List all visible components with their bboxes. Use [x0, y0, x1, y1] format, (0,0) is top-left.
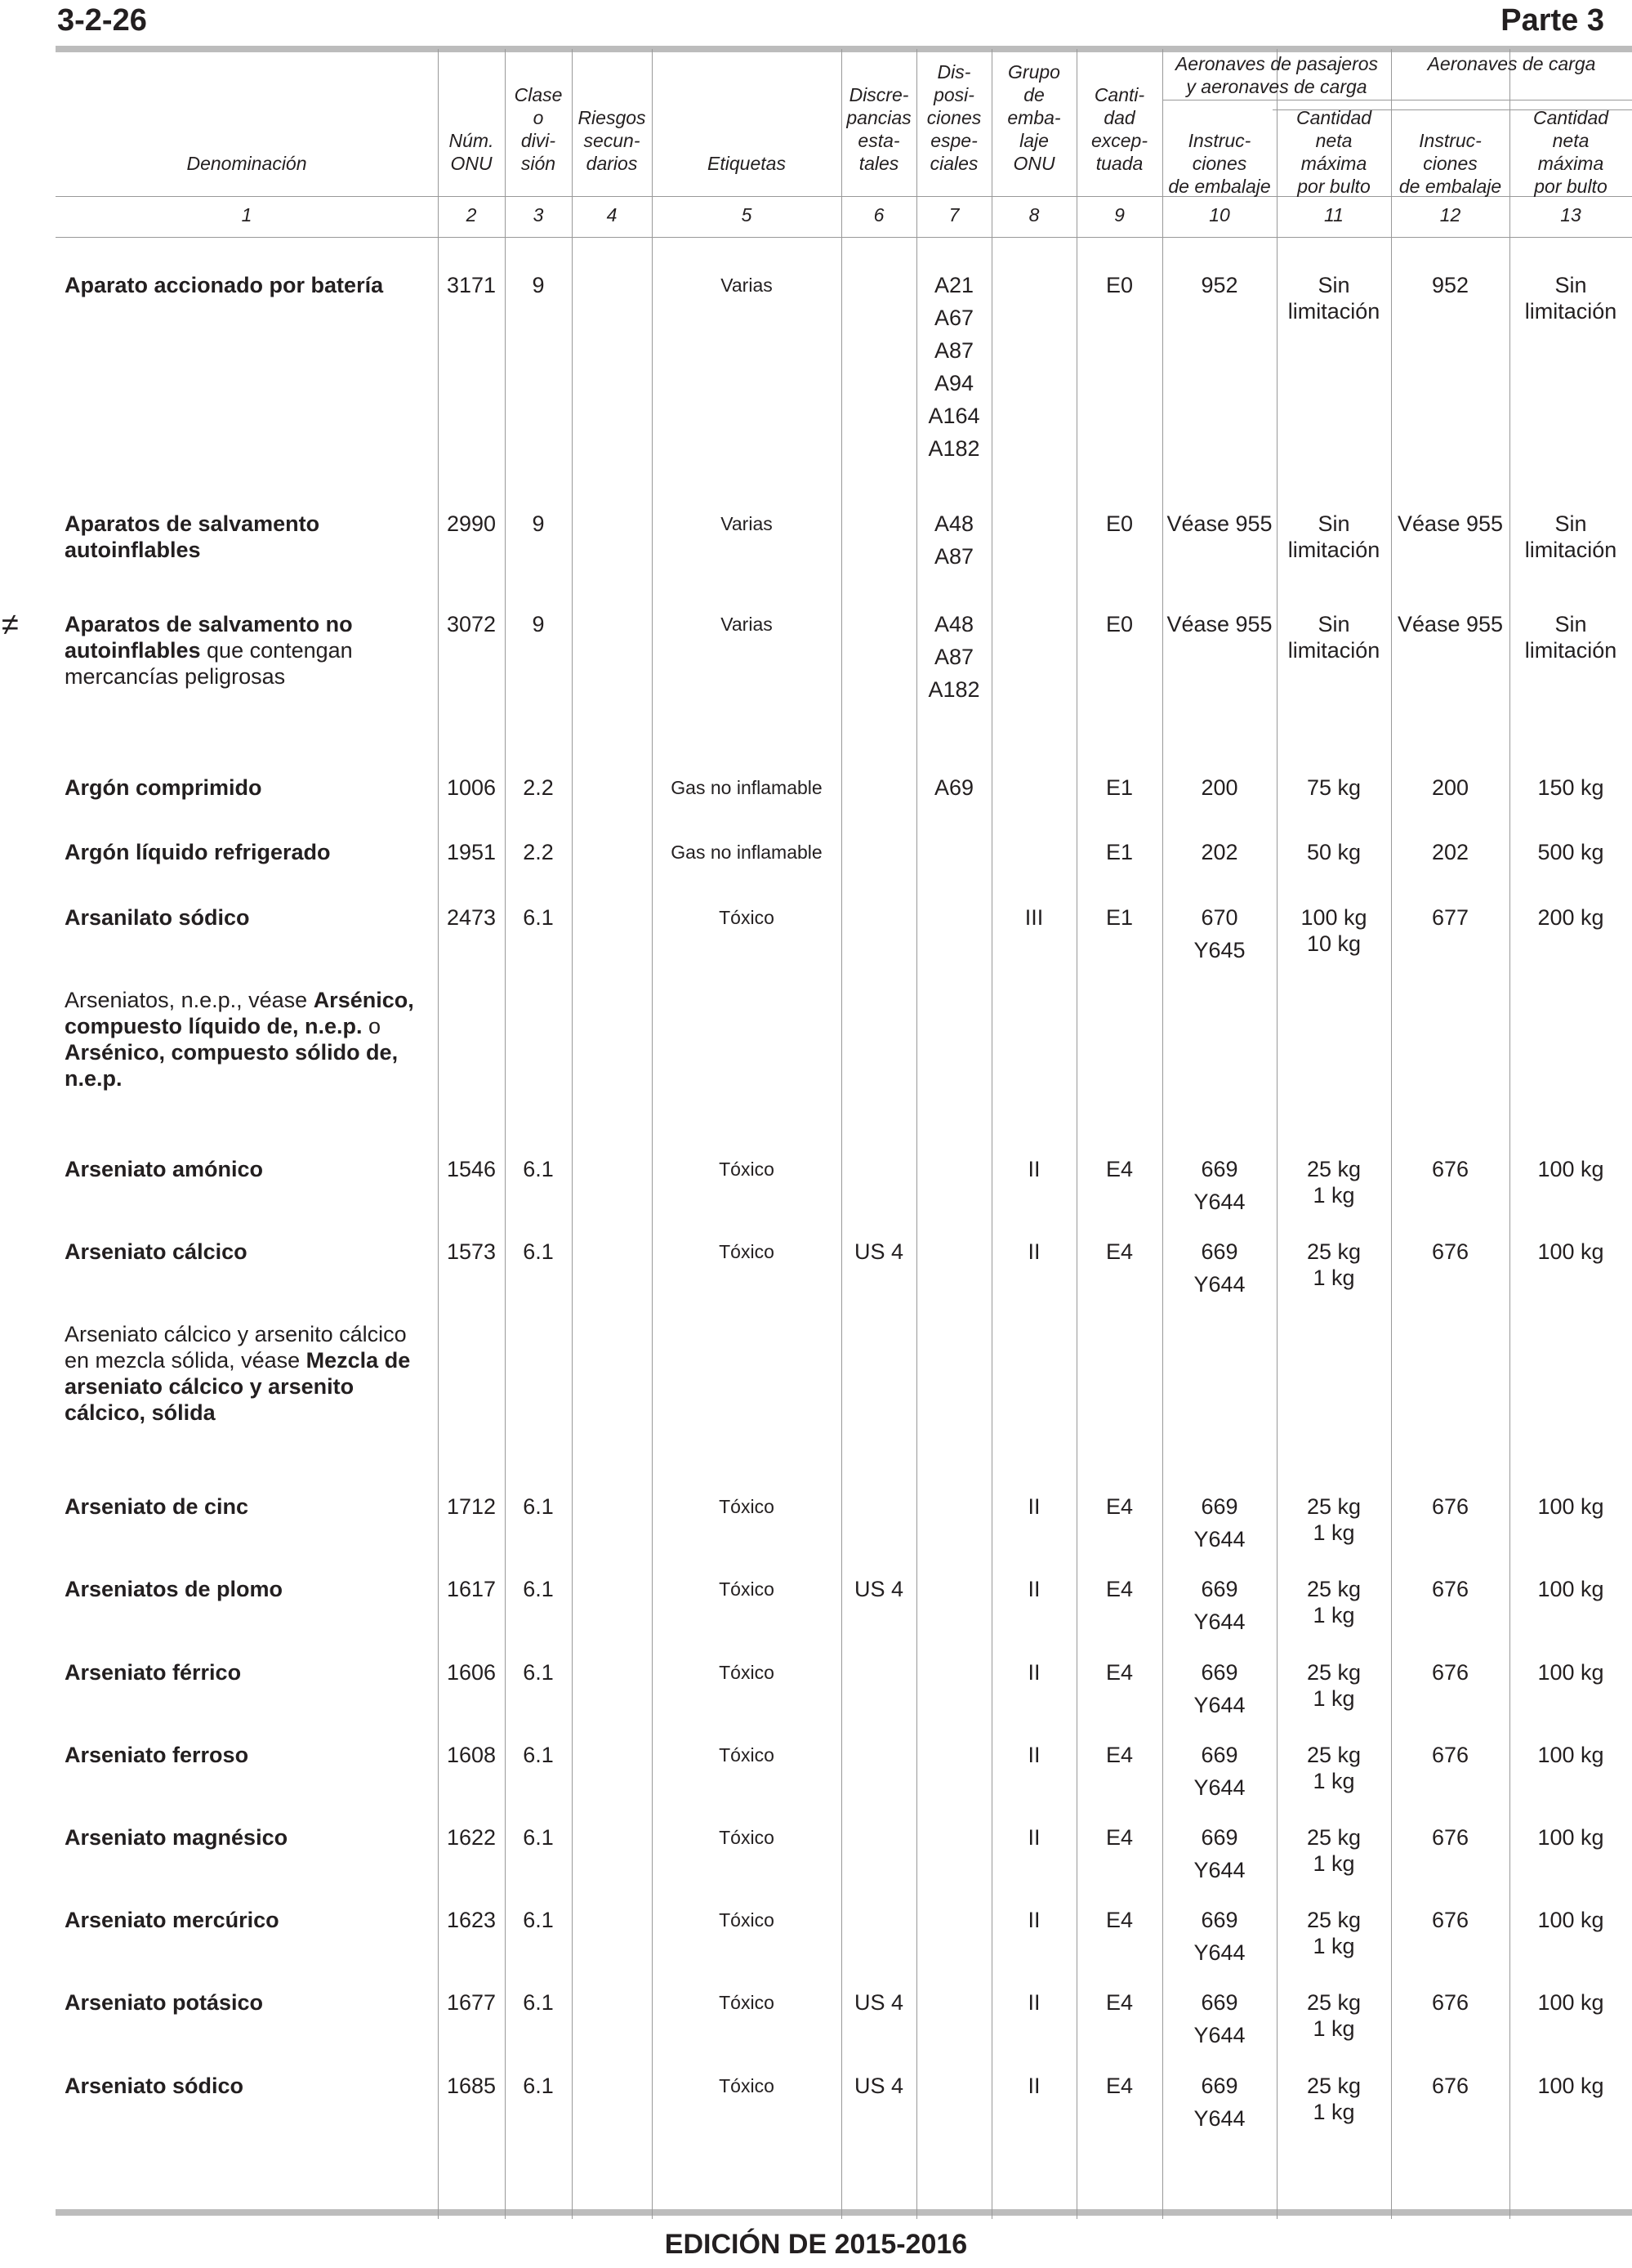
row-onu: 1622: [446, 1825, 497, 1850]
row-ci: 676: [1431, 2074, 1469, 2098]
row-denominacion: Aparato accionado por batería: [65, 273, 384, 297]
row-pi: 952: [1201, 273, 1238, 297]
row-pi: 669 Y644: [1193, 1743, 1246, 1800]
row-cq: 150 kg: [1537, 775, 1604, 800]
row-ci: 676: [1431, 1743, 1469, 1767]
row-denominacion: Arseniatos, n.e.p., véase Arsénico, compuesto líquido de, n.e.p. o Arsénico, compuesto sólido de, n.e.p.: [65, 988, 414, 1091]
row-divider: [56, 237, 1632, 238]
row-etiquetas: Tóxico: [719, 1241, 774, 1262]
row-pi: 202: [1201, 840, 1238, 864]
column-divider: [1277, 49, 1278, 2219]
part-title: Parte 3: [1500, 3, 1604, 38]
row-ci: 676: [1431, 1990, 1469, 2015]
row-clase: 9: [532, 612, 545, 636]
row-pi: 669 Y644: [1193, 1239, 1246, 1297]
row-onu: 1685: [446, 2074, 497, 2098]
col-header-pasajeros-group: Aeronaves de pasajeros y aeronaves de carga: [1175, 53, 1379, 97]
row-clase: 6.1: [523, 1577, 554, 1601]
column-divider: [1391, 49, 1392, 2219]
row-cq: 100 kg: [1537, 1157, 1604, 1181]
row-cq: Sin limitación: [1524, 273, 1617, 324]
row-grupo: II: [1028, 1908, 1041, 1932]
col-header-disposiciones: Dis- posi- ciones espe- ciales: [926, 61, 982, 174]
row-cant: E1: [1105, 905, 1134, 930]
row-etiquetas: Gas no inflamable: [671, 777, 823, 798]
column-divider: [841, 49, 842, 2219]
row-cant: E4: [1105, 1743, 1134, 1767]
row-disc: US 4: [854, 2074, 904, 2098]
row-denominacion: Aparatos de salvamento no autoinflables que contengan mercancías peligrosas: [65, 612, 353, 689]
col-header-riesgos: Riesgos secun- darios: [577, 107, 646, 174]
row-cant: E0: [1105, 511, 1134, 536]
col-header-grupo: Grupo de emba- laje ONU: [1007, 61, 1061, 174]
row-onu: 1546: [446, 1157, 497, 1181]
row-cant: E0: [1105, 273, 1134, 297]
row-etiquetas: Tóxico: [719, 1909, 774, 1931]
row-clase: 6.1: [523, 1157, 554, 1181]
row-etiquetas: Varias: [720, 275, 773, 296]
row-onu: 2990: [446, 511, 497, 536]
row-pi: 669 Y644: [1193, 1660, 1246, 1717]
row-clase: 9: [532, 511, 545, 536]
row-cant: E4: [1105, 1990, 1134, 2015]
row-onu: 1951: [446, 840, 497, 864]
row-pi: 669 Y644: [1193, 1908, 1246, 1965]
row-ci: 676: [1431, 1660, 1469, 1685]
row-cant: E4: [1105, 1494, 1134, 1519]
row-denominacion: Arseniato de cinc: [65, 1494, 249, 1519]
row-pq: Sin limitación: [1287, 511, 1380, 562]
row-disp: A48 A87: [934, 511, 974, 569]
column-number: 13: [1560, 204, 1581, 225]
row-onu: 1606: [446, 1660, 497, 1685]
row-etiquetas: Tóxico: [719, 1744, 774, 1766]
row-denominacion: Arseniato amónico: [65, 1157, 264, 1181]
column-number: 5: [741, 204, 752, 225]
row-onu: 1677: [446, 1990, 497, 2015]
row-etiquetas: Tóxico: [719, 1159, 774, 1180]
column-divider: [572, 49, 573, 2219]
row-clase: 6.1: [523, 1990, 554, 2015]
row-disc: US 4: [854, 1577, 904, 1601]
row-pq: 25 kg 1 kg: [1306, 1577, 1362, 1627]
row-clase: 6.1: [523, 905, 554, 930]
edition-footer: EDICIÓN DE 2015-2016: [664, 2229, 968, 2260]
row-pi: 669 Y644: [1193, 1990, 1246, 2047]
page-number: 3-2-26: [57, 3, 147, 38]
row-cant: E4: [1105, 1239, 1134, 1264]
row-denominacion: Arseniato férrico: [65, 1660, 242, 1685]
row-cq: 100 kg: [1537, 1743, 1604, 1767]
row-pi: 669 Y644: [1193, 1494, 1246, 1551]
column-number: 1: [241, 204, 252, 225]
row-onu: 3171: [446, 273, 497, 297]
row-onu: 1573: [446, 1239, 497, 1264]
row-clase: 6.1: [523, 1743, 554, 1767]
row-cant: E4: [1105, 1660, 1134, 1685]
row-cq: 100 kg: [1537, 1660, 1604, 1685]
row-denominacion: Arseniatos de plomo: [65, 1577, 283, 1601]
row-cq: 200 kg: [1537, 905, 1604, 930]
row-denominacion: Arseniato ferroso: [65, 1743, 249, 1767]
row-grupo: II: [1028, 2074, 1041, 2098]
row-ci: 676: [1431, 1494, 1469, 1519]
row-cq: Sin limitación: [1524, 612, 1617, 663]
column-number: 7: [948, 204, 960, 225]
row-disp: A21 A67 A87 A94 A164 A182: [928, 273, 980, 461]
row-onu: 1712: [446, 1494, 497, 1519]
row-pq: 75 kg: [1306, 775, 1362, 800]
row-etiquetas: Tóxico: [719, 2075, 774, 2096]
column-number: 6: [873, 204, 885, 225]
row-cq: 100 kg: [1537, 1494, 1604, 1519]
col-header-cantidad-carga: Cantidad neta máxima por bulto: [1532, 107, 1609, 197]
not-equal-marker: ≠: [2, 608, 19, 642]
row-clase: 6.1: [523, 1825, 554, 1850]
row-pq: 25 kg 1 kg: [1306, 1990, 1362, 2041]
row-cant: E1: [1105, 775, 1134, 800]
row-onu: 1608: [446, 1743, 497, 1767]
col-header-num-onu: Núm. ONU: [448, 130, 494, 174]
row-denominacion: Arseniato sódico: [65, 2074, 244, 2098]
col-header-denominacion: Denominación: [186, 153, 307, 174]
row-ci: 677: [1431, 905, 1469, 930]
row-onu: 3072: [446, 612, 497, 636]
col-header-etiquetas: Etiquetas: [707, 153, 786, 174]
row-etiquetas: Varias: [720, 614, 773, 635]
row-pq: Sin limitación: [1287, 612, 1380, 663]
column-number: 4: [606, 204, 618, 225]
row-pq: Sin limitación: [1287, 273, 1380, 324]
row-pq: 25 kg 1 kg: [1306, 2074, 1362, 2124]
col-header-cantidad: Canti- dad excep- tuada: [1090, 84, 1148, 174]
row-grupo: II: [1028, 1494, 1041, 1519]
row-etiquetas: Varias: [720, 513, 773, 534]
row-denominacion: Arseniato cálcico y arsenito cálcico en mezcla sólida, véase Mezcla de arseniato cálcico y arsenito cálcico, sólida: [65, 1322, 411, 1425]
row-pq: 25 kg 1 kg: [1306, 1239, 1362, 1290]
row-onu: 1623: [446, 1908, 497, 1932]
row-cq: 100 kg: [1537, 1239, 1604, 1264]
row-etiquetas: Tóxico: [719, 1992, 774, 2013]
row-grupo: II: [1028, 1990, 1041, 2015]
row-grupo: II: [1028, 1577, 1041, 1601]
row-ci: 676: [1431, 1239, 1469, 1264]
row-cq: 100 kg: [1537, 1577, 1604, 1601]
column-divider: [652, 49, 653, 2219]
column-number: 3: [533, 204, 544, 225]
row-ci: 676: [1431, 1157, 1469, 1181]
row-pi: 669 Y644: [1193, 1825, 1246, 1882]
row-cant: E4: [1105, 1577, 1134, 1601]
row-cq: Sin limitación: [1524, 511, 1617, 562]
bottom-rule: [56, 2209, 1632, 2216]
row-ci: 952: [1431, 273, 1469, 297]
column-number: 8: [1028, 204, 1040, 225]
row-denominacion: Arseniato potásico: [65, 1990, 264, 2015]
column-divider: [438, 49, 439, 2219]
row-grupo: III: [1024, 905, 1044, 930]
row-cant: E4: [1105, 1157, 1134, 1181]
row-etiquetas: Tóxico: [719, 907, 774, 928]
row-cant: E0: [1105, 612, 1134, 636]
row-pq: 25 kg 1 kg: [1306, 1825, 1362, 1876]
row-denominacion: Argón comprimido: [65, 775, 262, 800]
row-pq: 25 kg 1 kg: [1306, 1660, 1362, 1711]
row-clase: 2.2: [523, 775, 554, 800]
row-etiquetas: Gas no inflamable: [671, 842, 823, 863]
col-header-clase: Clase o divi- sión: [514, 84, 563, 174]
top-rule: [56, 46, 1632, 52]
column-divider: [505, 49, 506, 2219]
row-pi: 669 Y644: [1193, 2074, 1246, 2131]
row-pq: 25 kg 1 kg: [1306, 1743, 1362, 1793]
column-number: 9: [1114, 204, 1125, 225]
row-clase: 2.2: [523, 840, 554, 864]
col-header-discrepancias: Discre- pancias esta- tales: [846, 84, 912, 174]
row-denominacion: Arseniato cálcico: [65, 1239, 247, 1264]
row-clase: 6.1: [523, 1908, 554, 1932]
row-ci: 202: [1431, 840, 1469, 864]
column-divider: [1162, 49, 1163, 2219]
col-header-cantidad-pasajeros: Cantidad neta máxima por bulto: [1295, 107, 1372, 197]
row-etiquetas: Tóxico: [719, 1578, 774, 1600]
row-denominacion: Argón líquido refrigerado: [65, 840, 331, 864]
row-grupo: II: [1028, 1239, 1041, 1264]
row-pq: 25 kg 1 kg: [1306, 1908, 1362, 1958]
row-cq: 100 kg: [1537, 1908, 1604, 1932]
column-divider: [1509, 49, 1510, 2219]
row-denominacion: Arsanilato sódico: [65, 905, 250, 930]
row-ci: 676: [1431, 1577, 1469, 1601]
row-ci: Véase 955: [1397, 511, 1504, 536]
row-grupo: II: [1028, 1825, 1041, 1850]
row-grupo: II: [1028, 1743, 1041, 1767]
row-cq: 100 kg: [1537, 2074, 1604, 2098]
row-clase: 6.1: [523, 1494, 554, 1519]
row-denominacion: Arseniato magnésico: [65, 1825, 288, 1850]
row-clase: 9: [532, 273, 545, 297]
row-cant: E4: [1105, 2074, 1134, 2098]
row-pq: 25 kg 1 kg: [1306, 1157, 1362, 1208]
row-etiquetas: Tóxico: [719, 1827, 774, 1848]
row-disp: A69: [934, 775, 974, 800]
row-onu: 1617: [446, 1577, 497, 1601]
row-cant: E4: [1105, 1908, 1134, 1932]
row-pi: 669 Y644: [1193, 1577, 1246, 1634]
row-etiquetas: Tóxico: [719, 1496, 774, 1517]
row-cant: E4: [1105, 1825, 1134, 1850]
row-disp: A48 A87 A182: [928, 612, 980, 702]
row-pi: Véase 955: [1166, 612, 1273, 636]
row-ci: 676: [1431, 1908, 1469, 1932]
row-ci: 200: [1431, 775, 1469, 800]
row-cq: 100 kg: [1537, 1990, 1604, 2015]
row-pi: 200: [1201, 775, 1238, 800]
row-disc: US 4: [854, 1990, 904, 2015]
col-header-instrucciones-carga: Instruc- ciones de embalaje: [1398, 130, 1502, 197]
row-clase: 6.1: [523, 1239, 554, 1264]
row-pi: 670 Y645: [1193, 905, 1246, 962]
column-number: 11: [1324, 204, 1344, 225]
row-ci: 676: [1431, 1825, 1469, 1850]
row-cq: 500 kg: [1537, 840, 1604, 864]
row-pq: 100 kg 10 kg: [1300, 905, 1367, 956]
row-ci: Véase 955: [1397, 612, 1504, 636]
row-onu: 1006: [446, 775, 497, 800]
row-onu: 2473: [446, 905, 497, 930]
row-clase: 6.1: [523, 2074, 554, 2098]
row-grupo: II: [1028, 1157, 1041, 1181]
col-header-carga-group: Aeronaves de carga: [1427, 53, 1596, 74]
column-number: 10: [1209, 204, 1230, 225]
row-cant: E1: [1105, 840, 1134, 864]
col-header-instrucciones-pasajeros: Instruc- ciones de embalaje: [1168, 130, 1271, 197]
row-disc: US 4: [854, 1239, 904, 1264]
row-pi: 669 Y644: [1193, 1157, 1246, 1214]
row-etiquetas: Tóxico: [719, 1662, 774, 1683]
column-number: 2: [466, 204, 477, 225]
row-pq: 50 kg: [1306, 840, 1362, 864]
row-pq: 25 kg 1 kg: [1306, 1494, 1362, 1545]
row-denominacion: Arseniato mercúrico: [65, 1908, 279, 1932]
row-grupo: II: [1028, 1660, 1041, 1685]
row-clase: 6.1: [523, 1660, 554, 1685]
row-pi: Véase 955: [1166, 511, 1273, 536]
row-denominacion: Aparatos de salvamento autoinflables: [65, 511, 320, 562]
column-number: 12: [1439, 204, 1461, 225]
row-cq: 100 kg: [1537, 1825, 1604, 1850]
